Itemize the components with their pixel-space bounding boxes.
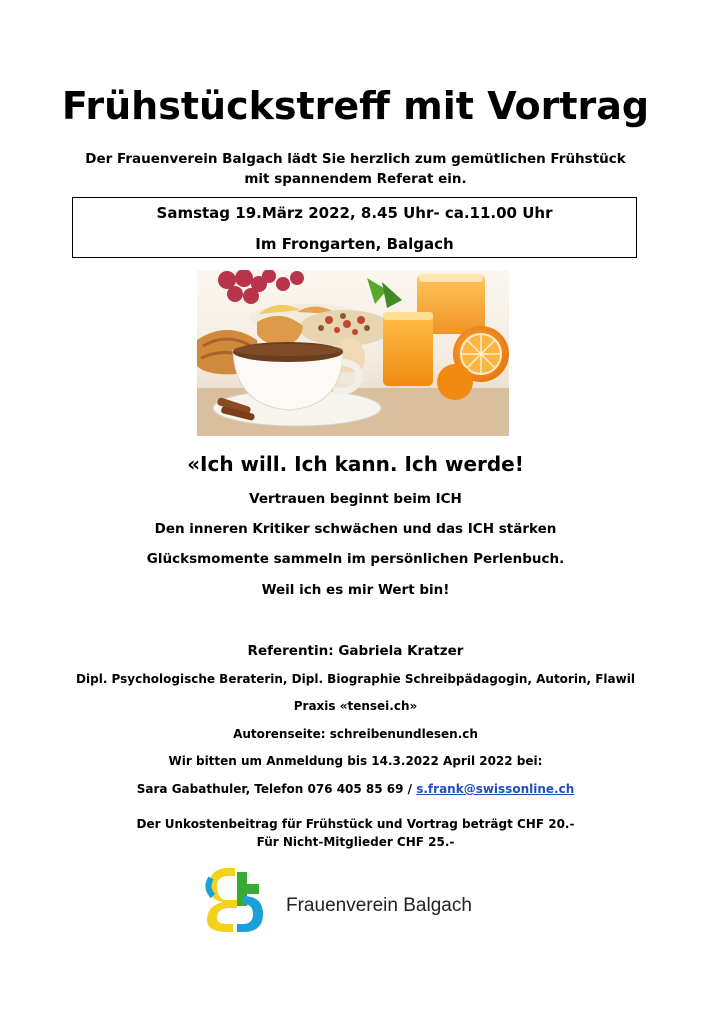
page-title: Frühstückstreff mit Vortrag: [61, 84, 650, 128]
event-info-box: [72, 197, 637, 258]
author-website: Autorenseite: schreibenundlesen.ch: [233, 727, 478, 741]
speaker-praxis: Praxis «tensei.ch»: [293, 699, 418, 713]
topic-line: Vertrauen beginnt beim ICH: [249, 491, 462, 507]
registration-note: Wir bitten um Anmeldung bis 14.3.2022 April 2022 bei:: [168, 754, 543, 768]
contact-text: Sara Gabathuler, Telefon 076 405 85 69 /: [136, 782, 417, 796]
quote-heading: «Ich will. Ich kann. Ich werde!: [187, 452, 524, 476]
intro-line-2: mit spannendem Referat ein.: [244, 171, 467, 187]
topic-line: Glücksmomente sammeln im persönlichen Perlenbuch.: [146, 551, 565, 567]
frauenverein-logo-icon: [203, 866, 267, 934]
speaker-qualification: Dipl. Psychologische Beraterin, Dipl. Biographie Schreibpädagogin, Autorin, Flawil: [76, 672, 635, 686]
cost-line-members: Der Unkostenbeitrag für Frühstück und Vortrag beträgt CHF 20.-: [136, 817, 575, 831]
topic-line: Weil ich es mir Wert bin!: [261, 582, 450, 598]
intro-line-1: Der Frauenverein Balgach lädt Sie herzlich zum gemütlichen Frühstück: [85, 151, 626, 167]
event-place: Im Frongarten, Balgach: [255, 235, 454, 253]
cost-line-non-members: Für Nicht-Mitglieder CHF 25.-: [256, 835, 455, 849]
contact-line: [0, 782, 711, 796]
event-date-time: Samstag 19.März 2022, 8.45 Uhr- ca.11.00 Uhr: [156, 204, 553, 222]
contact-email-link[interactable]: s.frank@swissonline.ch: [416, 782, 575, 796]
breakfast-photo-icon: [197, 270, 509, 436]
speaker-name: Referentin: Gabriela Kratzer: [247, 643, 464, 659]
organization-name: Frauenverein Balgach: [286, 895, 472, 916]
topic-line: Den inneren Kritiker schwächen und das ICH stärken: [154, 521, 557, 537]
